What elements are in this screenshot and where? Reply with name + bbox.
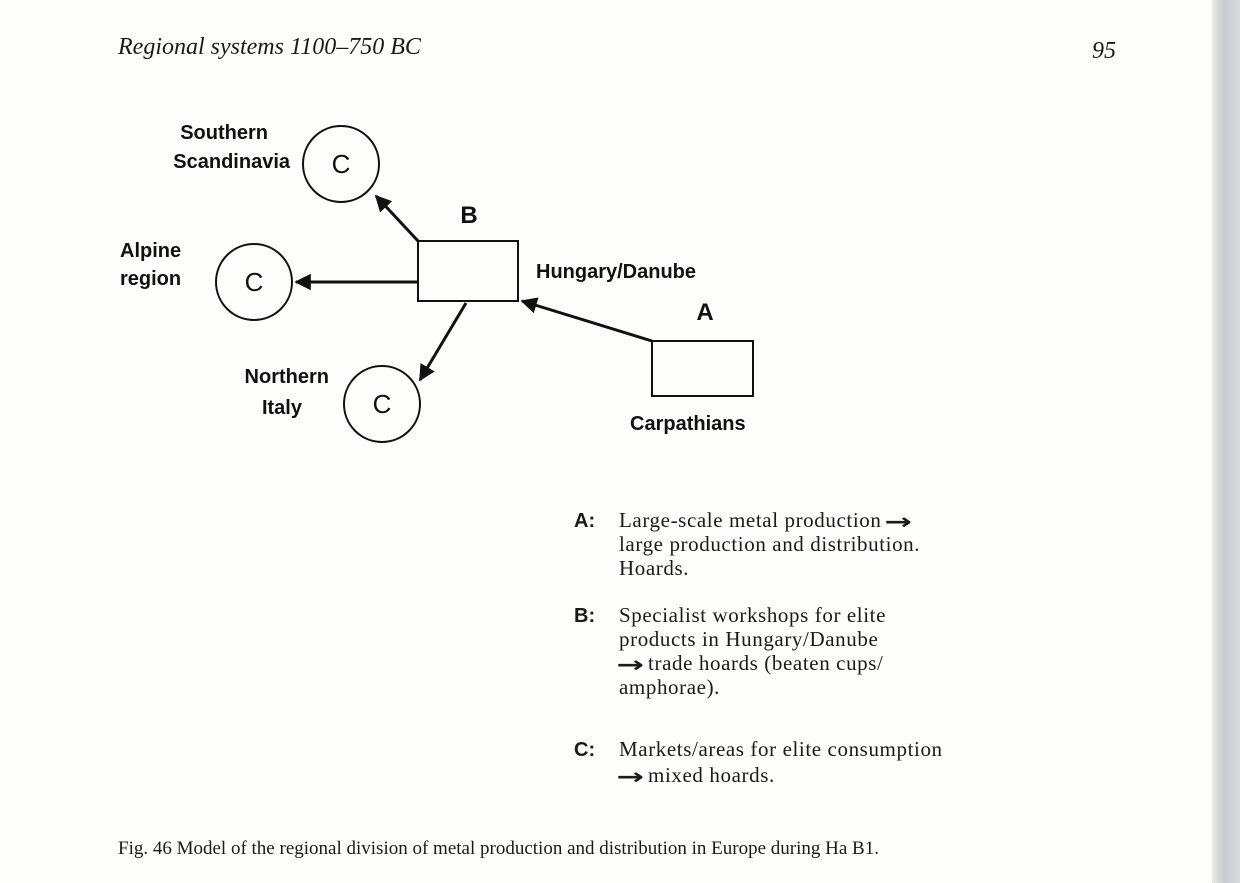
node-c-alpine-label-line-2: region — [120, 268, 182, 290]
node-c-italy-letter: C — [372, 389, 392, 419]
node-a-region-label: Carpathians — [630, 413, 746, 435]
node-c-italy-label-line-1: Northern — [244, 366, 329, 388]
node-b-box — [418, 241, 518, 301]
legend-b-line-2: products in Hungary/Danube — [619, 627, 879, 651]
arrow-a-to-b — [522, 301, 652, 341]
legend-c-line-2-text: mixed hoards. — [648, 763, 775, 787]
legend-b-line-4: amphorae). — [619, 675, 721, 699]
node-b-region-label: Hungary/Danube — [536, 261, 697, 283]
running-header-title: Regional systems 1100–750 BC — [118, 34, 421, 60]
node-c-italy-label-line-2: Italy — [261, 397, 302, 419]
arrow-b-to-scandinavia — [376, 196, 418, 241]
right-arrow-icon: → — [616, 764, 645, 790]
legend-a-line-1-text: Large-scale metal production — [619, 508, 882, 532]
legend-key-c: C: — [574, 739, 596, 761]
legend-b-line-1: Specialist workshops for elite — [619, 603, 887, 627]
legend-key-a: A: — [574, 510, 596, 532]
legend-a-line-3: Hoards. — [619, 556, 690, 580]
right-arrow-icon: → — [884, 509, 914, 535]
node-c-scandinavia-letter: C — [331, 149, 351, 179]
legend-a-line-1 — [619, 508, 917, 535]
node-c-alpine-letter: C — [244, 267, 264, 297]
node-c-scandinavia-label-line-2: Scandinavia — [173, 151, 290, 173]
node-a-box — [652, 341, 753, 396]
node-c-alpine-label-line-1: Alpine — [120, 240, 182, 262]
legend-key-b: B: — [574, 605, 596, 627]
node-c-scandinavia-label-line-1: Southern — [180, 122, 268, 144]
legend-c-line-1: Markets/areas for elite consumption — [619, 737, 943, 761]
node-b-letter: B — [460, 202, 478, 229]
legend-a-line-2: large production and distribution. — [619, 532, 921, 556]
legend-b-line-3 — [616, 651, 884, 678]
right-arrow-icon: → — [616, 652, 645, 678]
figure-caption: Fig. 46 Model of the regional division of metal production and distribution in Europe during Ha B1. — [118, 838, 879, 859]
arrow-b-to-italy — [420, 303, 466, 380]
legend-c-line-2 — [616, 763, 775, 790]
node-a-letter: A — [696, 299, 714, 326]
page-number: 95 — [1092, 38, 1116, 64]
legend-b-line-3-text: trade hoards (beaten cups/ — [648, 651, 884, 675]
